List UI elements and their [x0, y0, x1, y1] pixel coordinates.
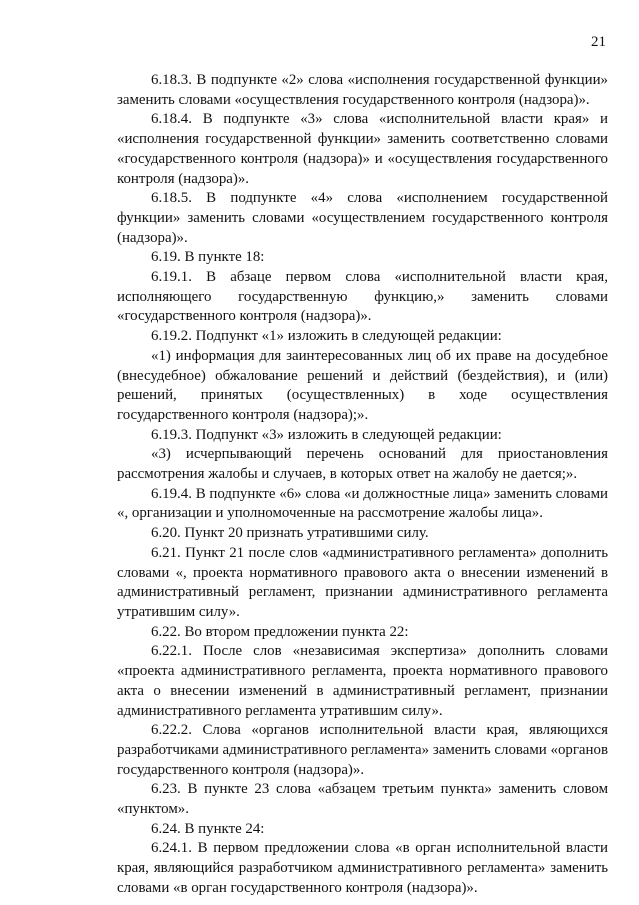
paragraph-6-19-2: 6.19.2. Подпункт «1» изложить в следующей редакции: [151, 328, 502, 345]
paragraph-6-18-4: 6.18.4. В подпункте «3» слова «исполнительной власти края» и «исполнения государственной функции» заменить соответственно словами «государственного контроля (надзора)» и «осуществления государственного контроля (надзора)». [117, 111, 608, 187]
paragraph-6-19-3: 6.19.3. Подпункт «3» изложить в следующей редакции: [151, 426, 502, 443]
paragraph-6-22: 6.22. Во втором предложении пункта 22: [151, 623, 409, 640]
paragraph-6-22-1: 6.22.1. После слов «независимая экспертиза» дополнить словами «проекта административного регламента, проекта нормативного правового акта о внесении изменений в административный регламент, признании административного регламента утратившим силу». [117, 643, 608, 719]
paragraph-6-18-3: 6.18.3. В подпункте «2» слова «исполнения государственной функции» заменить словами «осуществления государственного контроля (надзора)». [117, 72, 608, 108]
paragraph-6-22-2: 6.22.2. Слова «органов исполнительной власти края, являющихся разработчиками административного регламента» заменить словами «органов государственного контроля (надзора)». [117, 722, 608, 778]
paragraph-6-23: 6.23. В пункте 23 слова «абзацем третьим пункта» заменить словом «пунктом». [117, 781, 608, 818]
document-body [117, 71, 608, 899]
paragraph-6-19-2-text: «1) информация для заинтересованных лиц об их праве на досудебное (внесудебное) обжалование решений и действий (бездействия), и (или) решений, принятых (осуществленных) в ходе осуществления государственного контроля (надзора);». [117, 347, 608, 423]
paragraph-6-19: 6.19. В пункте 18: [151, 249, 265, 266]
paragraph-6-21: 6.21. Пункт 21 после слов «административного регламента» дополнить словами «, проекта нормативного правового акта о внесении изменений в административный регламент, признании административного регламента утратившим силу». [117, 544, 608, 620]
paragraph-6-20: 6.20. Пункт 20 признать утратившими силу. [151, 525, 429, 542]
page-number: 21 [591, 34, 606, 50]
paragraph-6-19-4: 6.19.4. В подпункте «6» слова «и должностные лица» заменить словами «, организации и уполномоченные на рассмотрение жалобы лица». [117, 485, 608, 522]
paragraph-6-24-1: 6.24.1. В первом предложении слова «в орган исполнительной власти края, являющийся разработчиком административного регламента» заменить словами «в орган государственного контроля (надзора)». [117, 840, 608, 896]
paragraph-6-19-3-text: «3) исчерпывающий перечень оснований для приостановления рассмотрения жалобы и случаев, в которых ответ на жалобу не дается;». [117, 446, 608, 483]
paragraph-6-19-1: 6.19.1. В абзаце первом слова «исполнительной власти края, исполняющего государственную функцию,» заменить словами «государственного контроля (надзора)». [117, 269, 608, 325]
paragraph-6-24: 6.24. В пункте 24: [151, 820, 265, 837]
paragraph-6-18-5: 6.18.5. В подпункте «4» слова «исполнением государственной функции» заменить словами «осуществлением государственного контроля (надзора)». [117, 190, 608, 246]
